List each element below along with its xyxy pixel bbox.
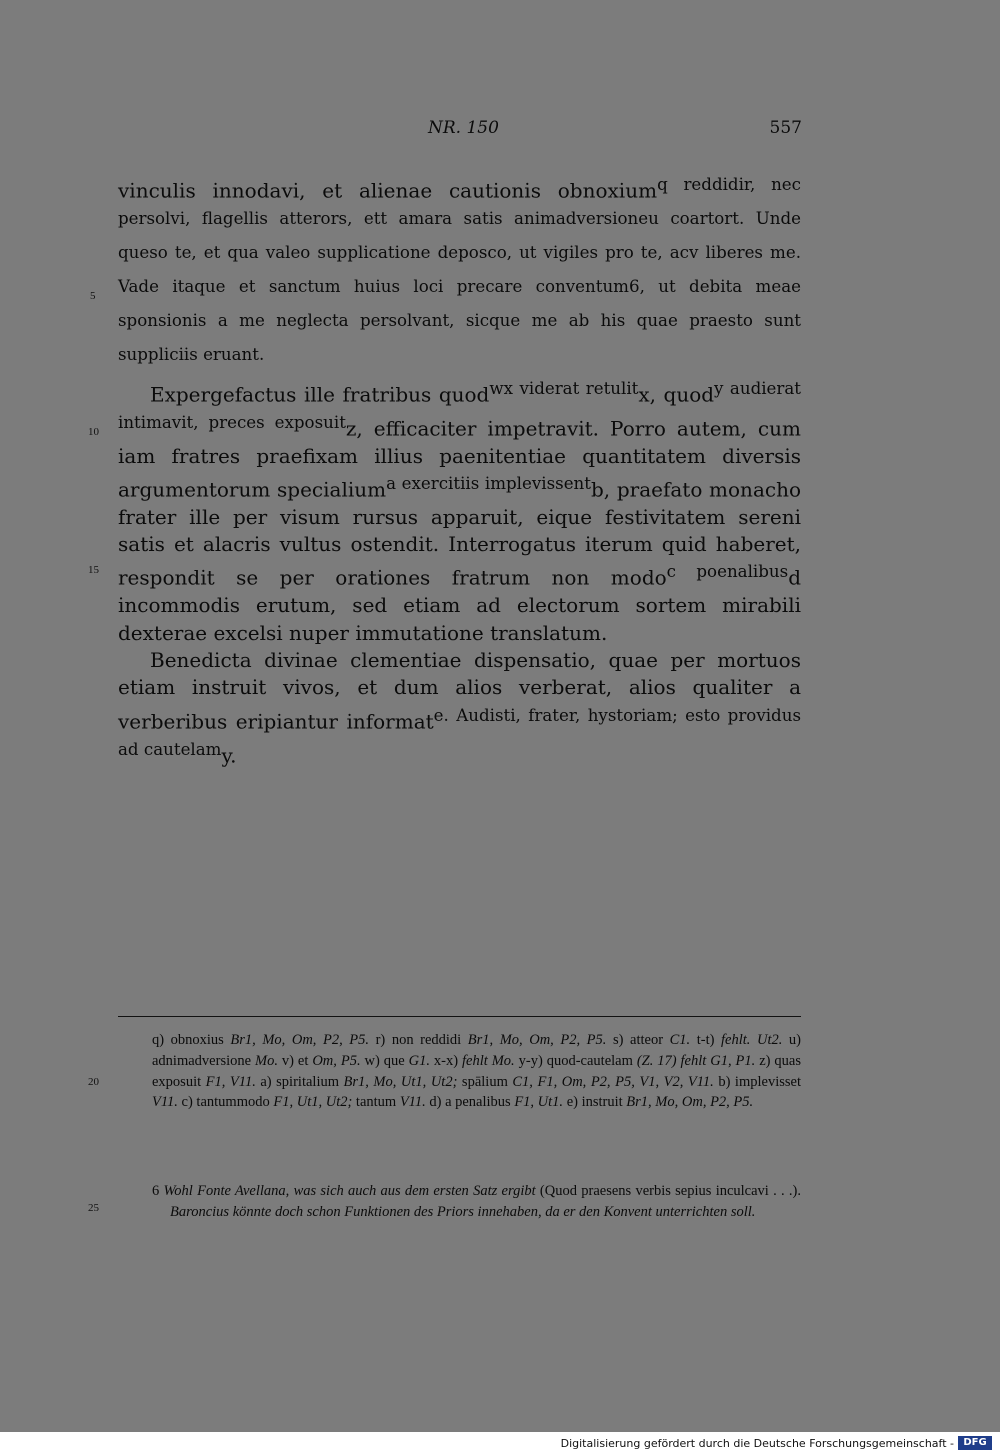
paragraph-1 [118,171,801,375]
note-text: e) instruit [563,1094,627,1111]
note-text: V11. [152,1094,178,1111]
funding-bar [0,1432,1000,1455]
note-text: (Z. 17) fehlt G1, P1. [636,1052,756,1069]
note-text: r) non reddidi [369,1032,468,1048]
line-number: 25 [88,1202,99,1214]
note-text: v) et [277,1052,313,1069]
dfg-logo: DFG [958,1436,992,1450]
text-run: t amara satis animadversione [380,208,649,228]
note-text: Wohl Fonte Avellana, was sich auch aus dem ersten Satz ergibt [163,1183,536,1199]
text-run: z, efficaciter impetravit. Porro autem, cum iam fratres praefixam illius paenitentiae quantitatem diversis argumentorum specialium [118,416,801,502]
text-run: wx viderat retulit [489,378,639,398]
line-number: 10 [88,426,99,438]
paragraph-2 [118,375,801,647]
note-text: q) obnoxius [152,1032,231,1048]
note-text: Baroncius könnte doch schon Funktionen des Priors innehaben, da er den Konvent unterrichten soll. [170,1203,756,1220]
text-run: vinculis innodavi, et alienae cautionis obnoxium [118,178,658,203]
note-text: d) a penalibus [425,1094,515,1111]
text-run: x, quod [638,382,715,407]
page-title: NR. 150 [428,118,499,138]
footnote-divider [118,1016,801,1017]
note-text: b) implevisset [713,1073,801,1090]
note-text: Br1, Mo, Om, P2, P5. [230,1032,370,1048]
text-run: u coartor [648,208,733,228]
line-number: 20 [88,1076,99,1088]
note-text: Br1, Mo, Om, P2, P5. [626,1094,754,1111]
page-header [0,118,1000,148]
note-text: spālium [457,1073,513,1090]
note-text: z) quas exposuit [152,1052,801,1090]
note-text: F1, Ut1. [514,1094,564,1111]
note-text: y-y) quod-cautelam [514,1052,637,1069]
note-text: fehlt. Ut2. [721,1032,783,1048]
text-run: y audierat intimavit, preces exposuit [118,378,801,432]
text-run: t. Unde queso te, et qua valeo supplicatione deposco, ut vigiles pro te, ac [118,208,801,262]
note-text: V11. [399,1094,426,1111]
note-text: C1. [669,1032,691,1048]
note-text: c) tantummodo [177,1094,274,1111]
note-text: F1, Ut1, Ut2; [273,1094,353,1111]
main-text [118,171,801,770]
text-run: v liberes me. Vade itaque et sanctum huius loci precare conventum [118,242,801,296]
apparatus-text [152,1030,801,1113]
text-run: a exercitiis implevissent [386,473,591,493]
note-text: tantum [352,1094,400,1111]
text-run: c poenalibus [666,562,789,582]
note-text: Br1, Mo, Ut1, Ut2; [343,1073,458,1090]
note-text: C1, F1, Om, P2, P5, V1, V2, V11. [512,1073,714,1090]
funding-credit: Digitalisierung gefördert durch die Deutsche Forschungsgemeinschaft - [560,1437,954,1450]
note-text: x-x) [429,1052,463,1069]
line-number: 15 [88,564,99,576]
note-text: t-t) [690,1032,722,1048]
text-run: b, praefato monacho frater ille per visum rursus apparuit, eique festivitatem sereni satis et alacris vultus ostendit. Interrogatus iterum quid haberet, respondit se per orationes fratrum non modo [118,477,801,591]
paragraph-3 [118,647,801,770]
text-run: Benedicta divinae clementiae dispensatio, quae per mortuos etiam instruit vivos, et dum alios verberat, alios qualiter a verberibus eripiantur informat [118,648,801,734]
note-text: Mo. [255,1052,278,1069]
note-text: a) spiritalium [255,1073,344,1090]
note-text: F1, V11. [205,1073,256,1090]
footnote-text [152,1181,801,1223]
note-text: s) atteor [606,1032,670,1048]
text-run: e. Audisti, frater, hystoriam; esto providus ad cautelam [118,705,801,759]
text-run: Expergefactus ille fratribus quod [150,382,490,407]
text-run: s, et [338,208,381,228]
critical-apparatus [152,1030,801,1113]
text-run: 6, ut debita meae sponsionis a me neglecta persolvant, sicque me ab his quae praesto sunt suppliciis eruant. [118,276,801,364]
footnote-6 [152,1181,801,1223]
text-run: y. [221,743,237,768]
note-text: w) que [360,1052,409,1069]
text-run: d incommodis erutum, sed etiam ad electorum sortem mirabili dexterae excelsi nuper immutatione translatum. [118,566,802,645]
page-number: 557 [769,118,802,138]
note-text: fehlt Mo. [462,1052,515,1069]
note-text: G1. [408,1052,430,1069]
note-text: Om, P5. [312,1052,361,1069]
line-number: 5 [90,290,96,302]
note-text: (Quod praesens verbis sepius inculcavi . . .). [535,1183,802,1199]
text-run: r, nec persolvi, flagellis atteror [118,175,801,228]
footnote-number: 6 [152,1183,164,1199]
text-run: q reddidi [657,175,744,194]
note-text: Br1, Mo, Om, P2, P5. [467,1032,607,1048]
note-text: u) adnimadversione [152,1032,802,1069]
